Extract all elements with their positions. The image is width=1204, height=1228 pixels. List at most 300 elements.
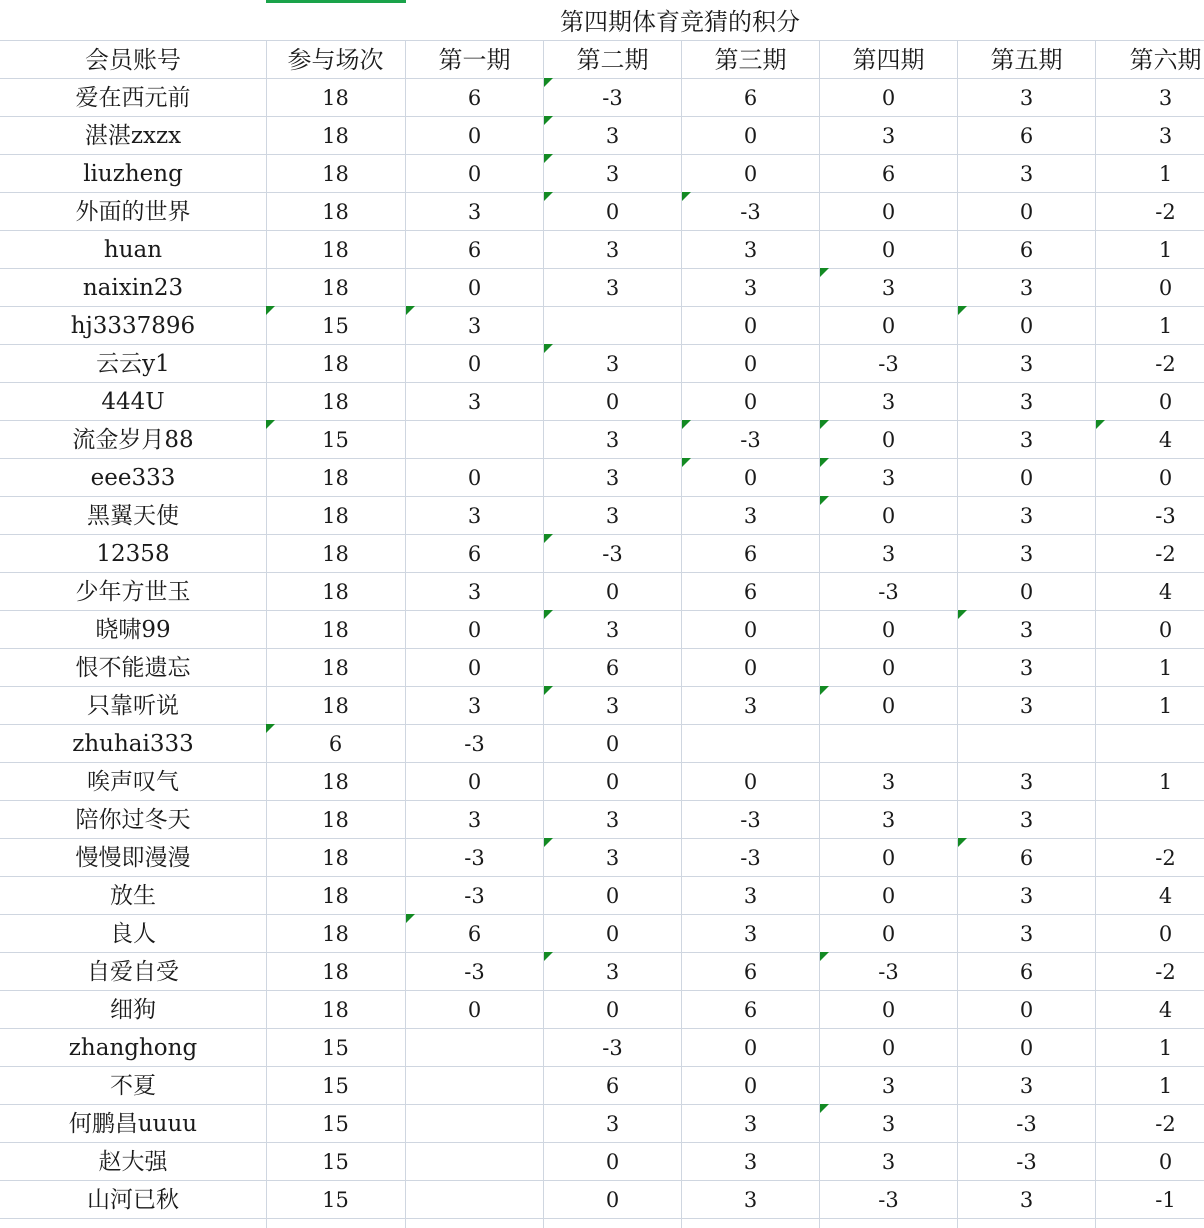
score-cell[interactable]: 18: [266, 154, 406, 192]
score-cell[interactable]: 0: [820, 838, 958, 876]
score-cell[interactable]: -3: [820, 572, 958, 610]
sheet-title: 第四期体育竞猜的积分: [560, 8, 800, 36]
score-cell[interactable]: 4: [1096, 420, 1204, 458]
member-account-cell[interactable]: 慢慢即漫漫: [0, 838, 267, 876]
empty-cell[interactable]: [0, 1217, 267, 1228]
table-row[interactable]: [0, 648, 1204, 687]
member-account-cell[interactable]: 湛湛zxzx: [0, 116, 267, 154]
score-cell[interactable]: 6: [682, 952, 820, 990]
score-cell[interactable]: 18: [266, 496, 406, 534]
score-cell[interactable]: 1: [1096, 154, 1204, 192]
score-cell[interactable]: 6: [682, 990, 820, 1028]
score-cell[interactable]: 3: [544, 268, 682, 306]
score-cell[interactable]: 0: [544, 914, 682, 952]
member-account-cell[interactable]: 爱在西元前: [0, 78, 267, 116]
score-cell[interactable]: 6: [266, 724, 406, 762]
score-cell[interactable]: 6: [958, 952, 1096, 990]
score-cell[interactable]: 3: [406, 382, 544, 420]
score-cell[interactable]: 15: [266, 1066, 406, 1104]
score-cell[interactable]: [406, 420, 544, 458]
score-cell[interactable]: -3: [406, 724, 544, 762]
score-cell[interactable]: 0: [406, 154, 544, 192]
score-cell[interactable]: 18: [266, 686, 406, 724]
error-indicator-icon: [544, 610, 553, 619]
score-cell[interactable]: 3: [682, 496, 820, 534]
score-cell[interactable]: 3: [958, 154, 1096, 192]
score-cell[interactable]: 0: [1096, 610, 1204, 648]
score-cell[interactable]: 3: [544, 116, 682, 154]
score-cell[interactable]: 3: [958, 344, 1096, 382]
score-cell[interactable]: -3: [544, 1028, 682, 1066]
score-cell[interactable]: -3: [544, 78, 682, 116]
score-cell[interactable]: 0: [1096, 268, 1204, 306]
score-cell[interactable]: 18: [266, 876, 406, 914]
score-cell[interactable]: 0: [820, 876, 958, 914]
score-cell[interactable]: 3: [1096, 78, 1204, 116]
member-account-cell[interactable]: 12358: [0, 534, 267, 572]
error-indicator-icon: [1096, 420, 1105, 429]
score-cell[interactable]: 18: [266, 458, 406, 496]
error-indicator-icon: [544, 154, 553, 163]
score-cell[interactable]: 3: [682, 1142, 820, 1180]
score-cell[interactable]: 0: [820, 78, 958, 116]
score-cell[interactable]: 3: [958, 914, 1096, 952]
member-account-cell[interactable]: 恨不能遗忘: [0, 648, 267, 686]
score-cell[interactable]: 15: [266, 420, 406, 458]
table-row[interactable]: [0, 192, 1204, 231]
score-cell[interactable]: 0: [958, 192, 1096, 230]
score-cell[interactable]: -2: [1096, 952, 1204, 990]
score-cell[interactable]: 6: [958, 116, 1096, 154]
table-row[interactable]: [0, 382, 1204, 421]
score-cell[interactable]: 3: [958, 800, 1096, 838]
score-cell[interactable]: 3: [820, 1104, 958, 1142]
score-cell[interactable]: 15: [266, 1104, 406, 1142]
score-cell[interactable]: 0: [544, 572, 682, 610]
score-cell[interactable]: 3: [406, 496, 544, 534]
member-account-cell[interactable]: 良人: [0, 914, 267, 952]
score-cell[interactable]: 3: [544, 458, 682, 496]
score-cell[interactable]: 4: [1096, 990, 1204, 1028]
score-cell[interactable]: 1: [1096, 1028, 1204, 1066]
score-cell[interactable]: 6: [682, 534, 820, 572]
score-cell[interactable]: 6: [406, 534, 544, 572]
score-cell[interactable]: 3: [958, 534, 1096, 572]
score-cell[interactable]: 0: [1096, 382, 1204, 420]
score-cell[interactable]: 6: [682, 78, 820, 116]
score-cell[interactable]: 6: [820, 154, 958, 192]
column-header[interactable]: 第三期: [682, 40, 820, 78]
score-cell[interactable]: -2: [1096, 344, 1204, 382]
score-cell[interactable]: 18: [266, 192, 406, 230]
score-cell[interactable]: 6: [682, 572, 820, 610]
score-cell[interactable]: 0: [544, 876, 682, 914]
error-indicator-icon: [544, 192, 553, 201]
member-account-cell[interactable]: 何鹏昌uuuu: [0, 1104, 267, 1142]
error-indicator-icon: [544, 344, 553, 353]
table-row[interactable]: [0, 914, 1204, 953]
score-cell[interactable]: 0: [682, 610, 820, 648]
score-cell[interactable]: -3: [958, 1142, 1096, 1180]
score-cell[interactable]: 3: [820, 534, 958, 572]
score-cell[interactable]: 0: [544, 192, 682, 230]
score-cell[interactable]: 0: [820, 914, 958, 952]
score-cell[interactable]: 3: [820, 800, 958, 838]
member-account-cell[interactable]: 云云y1: [0, 344, 267, 382]
member-account-cell[interactable]: hj3337896: [0, 306, 267, 344]
score-cell[interactable]: 0: [958, 572, 1096, 610]
score-cell[interactable]: -3: [682, 800, 820, 838]
score-cell[interactable]: 3: [544, 154, 682, 192]
score-cell[interactable]: 3: [820, 268, 958, 306]
score-cell[interactable]: 3: [406, 572, 544, 610]
score-cell[interactable]: 3: [1096, 116, 1204, 154]
table-row[interactable]: [0, 952, 1204, 991]
table-row[interactable]: [0, 230, 1204, 269]
table-row[interactable]: [0, 800, 1204, 839]
score-cell[interactable]: 0: [682, 382, 820, 420]
score-cell[interactable]: [682, 724, 820, 762]
score-cell[interactable]: 0: [958, 458, 1096, 496]
score-cell[interactable]: 3: [682, 686, 820, 724]
score-cell[interactable]: 0: [682, 762, 820, 800]
score-cell[interactable]: 15: [266, 1142, 406, 1180]
empty-cell[interactable]: [682, 1217, 820, 1228]
error-indicator-icon: [820, 1104, 829, 1113]
score-cell[interactable]: 6: [406, 230, 544, 268]
score-cell[interactable]: 3: [682, 876, 820, 914]
error-indicator-icon: [820, 420, 829, 429]
member-account-cell[interactable]: 山河已秋: [0, 1180, 267, 1218]
table-row[interactable]: [0, 458, 1204, 497]
score-cell[interactable]: -3: [820, 952, 958, 990]
score-cell[interactable]: 3: [406, 306, 544, 344]
score-cell[interactable]: 0: [958, 306, 1096, 344]
score-cell[interactable]: 0: [1096, 914, 1204, 952]
score-cell[interactable]: 18: [266, 572, 406, 610]
score-cell[interactable]: 3: [406, 800, 544, 838]
table-row[interactable]: [0, 724, 1204, 763]
score-cell[interactable]: 3: [958, 382, 1096, 420]
score-cell[interactable]: 0: [820, 648, 958, 686]
member-account-cell[interactable]: liuzheng: [0, 154, 267, 192]
member-account-cell[interactable]: zhanghong: [0, 1028, 267, 1066]
score-cell[interactable]: 3: [544, 1104, 682, 1142]
empty-cell[interactable]: [1096, 1217, 1204, 1228]
score-cell[interactable]: 3: [820, 116, 958, 154]
member-account-cell[interactable]: 少年方世玉: [0, 572, 267, 610]
score-cell[interactable]: 0: [1096, 458, 1204, 496]
score-cell[interactable]: 3: [544, 344, 682, 382]
score-cell[interactable]: 1: [1096, 306, 1204, 344]
table-row[interactable]: [0, 762, 1204, 801]
empty-cell[interactable]: [958, 1217, 1096, 1228]
score-cell[interactable]: -1: [1096, 1180, 1204, 1218]
score-cell[interactable]: -3: [682, 192, 820, 230]
score-cell[interactable]: -3: [682, 838, 820, 876]
member-account-cell[interactable]: 赵大强: [0, 1142, 267, 1180]
table-row[interactable]: [0, 1104, 1204, 1143]
score-cell[interactable]: 3: [958, 496, 1096, 534]
score-cell[interactable]: 0: [544, 990, 682, 1028]
score-cell[interactable]: 18: [266, 838, 406, 876]
member-account-cell[interactable]: 外面的世界: [0, 192, 267, 230]
member-account-cell[interactable]: naixin23: [0, 268, 267, 306]
score-cell[interactable]: 15: [266, 1028, 406, 1066]
score-cell[interactable]: -2: [1096, 1104, 1204, 1142]
member-account-cell[interactable]: eee333: [0, 458, 267, 496]
column-header[interactable]: 参与场次: [266, 40, 406, 78]
score-cell[interactable]: 0: [820, 610, 958, 648]
score-cell[interactable]: 0: [958, 990, 1096, 1028]
score-cell[interactable]: 18: [266, 648, 406, 686]
score-cell[interactable]: [406, 1180, 544, 1218]
score-cell[interactable]: 0: [820, 192, 958, 230]
member-account-cell[interactable]: 黑翼天使: [0, 496, 267, 534]
score-cell[interactable]: -3: [820, 1180, 958, 1218]
score-cell[interactable]: 0: [820, 1028, 958, 1066]
score-cell[interactable]: 18: [266, 762, 406, 800]
score-cell[interactable]: 3: [958, 78, 1096, 116]
error-indicator-icon: [266, 420, 275, 429]
member-account-cell[interactable]: 细狗: [0, 990, 267, 1028]
score-cell[interactable]: 1: [1096, 1066, 1204, 1104]
score-cell[interactable]: 0: [682, 648, 820, 686]
score-cell[interactable]: 18: [266, 534, 406, 572]
score-cell[interactable]: 0: [820, 230, 958, 268]
score-cell[interactable]: 18: [266, 914, 406, 952]
member-account-cell[interactable]: 晓啸99: [0, 610, 267, 648]
score-cell[interactable]: [406, 1066, 544, 1104]
score-cell[interactable]: 3: [958, 610, 1096, 648]
column-header[interactable]: 第二期: [544, 40, 682, 78]
empty-cell[interactable]: [820, 1217, 958, 1228]
score-cell[interactable]: 0: [544, 762, 682, 800]
score-cell[interactable]: 0: [820, 990, 958, 1028]
score-cell[interactable]: [958, 724, 1096, 762]
score-cell[interactable]: 3: [958, 686, 1096, 724]
table-row[interactable]: [0, 116, 1204, 155]
score-cell[interactable]: [820, 724, 958, 762]
partial-row[interactable]: [0, 1217, 1204, 1228]
member-account-cell[interactable]: 陪你过冬天: [0, 800, 267, 838]
score-cell[interactable]: 0: [1096, 1142, 1204, 1180]
score-cell[interactable]: 0: [682, 306, 820, 344]
table-row[interactable]: [0, 686, 1204, 725]
score-cell[interactable]: -3: [406, 838, 544, 876]
score-cell[interactable]: 3: [958, 268, 1096, 306]
table-row[interactable]: [0, 990, 1204, 1029]
score-cell[interactable]: -3: [958, 1104, 1096, 1142]
member-account-cell[interactable]: zhuhai333: [0, 724, 267, 762]
table-row[interactable]: [0, 496, 1204, 535]
score-cell[interactable]: 1: [1096, 762, 1204, 800]
score-cell[interactable]: 0: [544, 1180, 682, 1218]
score-cell[interactable]: 3: [958, 876, 1096, 914]
score-cell[interactable]: -3: [406, 952, 544, 990]
score-cell[interactable]: 0: [406, 648, 544, 686]
score-cell[interactable]: 0: [682, 1066, 820, 1104]
score-cell[interactable]: 18: [266, 230, 406, 268]
score-cell[interactable]: 18: [266, 116, 406, 154]
score-cell[interactable]: 3: [544, 686, 682, 724]
score-cell[interactable]: 0: [544, 724, 682, 762]
score-cell[interactable]: 0: [958, 1028, 1096, 1066]
score-cell[interactable]: 3: [958, 1066, 1096, 1104]
score-cell[interactable]: 4: [1096, 876, 1204, 914]
score-cell[interactable]: 1: [1096, 686, 1204, 724]
score-cell[interactable]: 0: [406, 344, 544, 382]
member-account-cell[interactable]: 流金岁月88: [0, 420, 267, 458]
score-cell[interactable]: 3: [820, 762, 958, 800]
table-row[interactable]: [0, 534, 1204, 573]
table-row[interactable]: [0, 1066, 1204, 1105]
score-cell[interactable]: 0: [544, 382, 682, 420]
score-cell[interactable]: -2: [1096, 192, 1204, 230]
table-row[interactable]: [0, 838, 1204, 877]
score-cell[interactable]: [406, 1028, 544, 1066]
table-row[interactable]: [0, 154, 1204, 193]
score-cell[interactable]: 0: [820, 306, 958, 344]
score-cell[interactable]: 6: [406, 914, 544, 952]
score-cell[interactable]: 18: [266, 610, 406, 648]
score-cell[interactable]: 0: [406, 458, 544, 496]
member-account-cell[interactable]: 自爱自受: [0, 952, 267, 990]
score-cell[interactable]: 3: [958, 1180, 1096, 1218]
score-cell[interactable]: 3: [406, 192, 544, 230]
score-cell[interactable]: 1: [1096, 648, 1204, 686]
title-row[interactable]: [0, 0, 1204, 41]
score-cell[interactable]: 0: [406, 610, 544, 648]
score-cell[interactable]: 3: [544, 420, 682, 458]
table-row[interactable]: [0, 876, 1204, 915]
score-cell[interactable]: 0: [682, 154, 820, 192]
empty-cell[interactable]: [266, 1217, 406, 1228]
table-row[interactable]: [0, 78, 1204, 117]
score-cell[interactable]: 18: [266, 344, 406, 382]
score-cell[interactable]: -3: [544, 534, 682, 572]
empty-cell[interactable]: [544, 1217, 682, 1228]
member-account-cell[interactable]: 唉声叹气: [0, 762, 267, 800]
member-account-cell[interactable]: 不夏: [0, 1066, 267, 1104]
score-cell[interactable]: 18: [266, 952, 406, 990]
table-row[interactable]: [0, 1180, 1204, 1219]
score-cell[interactable]: 0: [682, 1028, 820, 1066]
error-indicator-icon: [544, 78, 553, 87]
score-cell[interactable]: [406, 1104, 544, 1142]
score-cell[interactable]: 3: [820, 382, 958, 420]
score-cell[interactable]: 3: [544, 496, 682, 534]
score-cell[interactable]: 6: [544, 1066, 682, 1104]
table-row[interactable]: [0, 1142, 1204, 1181]
error-indicator-icon: [406, 914, 415, 923]
score-cell[interactable]: 3: [820, 458, 958, 496]
table-row[interactable]: [0, 344, 1204, 383]
score-cell[interactable]: 18: [266, 990, 406, 1028]
member-account-cell[interactable]: huan: [0, 230, 267, 268]
score-cell[interactable]: 0: [682, 344, 820, 382]
score-cell[interactable]: 3: [958, 762, 1096, 800]
table-row[interactable]: [0, 572, 1204, 611]
score-cell[interactable]: 3: [682, 230, 820, 268]
score-cell[interactable]: 18: [266, 800, 406, 838]
score-cell[interactable]: [544, 306, 682, 344]
score-cell[interactable]: 3: [544, 800, 682, 838]
score-cell[interactable]: -3: [682, 420, 820, 458]
table-row[interactable]: [0, 306, 1204, 345]
score-cell[interactable]: [1096, 800, 1204, 838]
score-cell[interactable]: 18: [266, 382, 406, 420]
score-cell[interactable]: 6: [544, 648, 682, 686]
score-cell[interactable]: 0: [682, 458, 820, 496]
score-cell[interactable]: 3: [820, 1142, 958, 1180]
score-cell[interactable]: 6: [406, 78, 544, 116]
score-cell[interactable]: 0: [406, 990, 544, 1028]
table-row[interactable]: [0, 268, 1204, 307]
score-cell[interactable]: [406, 1142, 544, 1180]
score-cell[interactable]: 0: [682, 116, 820, 154]
score-cell[interactable]: 15: [266, 1180, 406, 1218]
error-indicator-icon: [820, 496, 829, 505]
column-header[interactable]: 第五期: [958, 40, 1096, 78]
table-row[interactable]: [0, 610, 1204, 649]
score-cell[interactable]: 6: [958, 838, 1096, 876]
score-cell[interactable]: 4: [1096, 572, 1204, 610]
score-cell[interactable]: 3: [682, 1180, 820, 1218]
table-row[interactable]: [0, 1028, 1204, 1067]
score-cell[interactable]: 0: [544, 1142, 682, 1180]
score-cell[interactable]: 3: [682, 268, 820, 306]
score-cell[interactable]: 3: [958, 648, 1096, 686]
score-cell[interactable]: -2: [1096, 534, 1204, 572]
member-account-cell[interactable]: 只靠听说: [0, 686, 267, 724]
score-cell[interactable]: 6: [958, 230, 1096, 268]
column-header[interactable]: 第一期: [406, 40, 544, 78]
score-cell[interactable]: 0: [406, 762, 544, 800]
column-header[interactable]: 会员账号: [0, 40, 267, 78]
score-cell[interactable]: 3: [544, 952, 682, 990]
empty-cell[interactable]: [406, 1217, 544, 1228]
score-cell[interactable]: 3: [544, 838, 682, 876]
score-cell[interactable]: 3: [406, 686, 544, 724]
score-cell[interactable]: 0: [820, 496, 958, 534]
score-cell[interactable]: 3: [958, 420, 1096, 458]
score-cell[interactable]: [1096, 724, 1204, 762]
score-cell[interactable]: 3: [544, 610, 682, 648]
member-account-cell[interactable]: 444U: [0, 382, 267, 420]
score-cell[interactable]: 18: [266, 78, 406, 116]
score-cell[interactable]: -3: [1096, 496, 1204, 534]
score-cell[interactable]: 0: [406, 116, 544, 154]
column-header[interactable]: 第四期: [820, 40, 958, 78]
score-cell[interactable]: 0: [820, 420, 958, 458]
score-cell[interactable]: 15: [266, 306, 406, 344]
score-cell[interactable]: -3: [820, 344, 958, 382]
score-cell[interactable]: 3: [682, 914, 820, 952]
score-cell[interactable]: 3: [820, 1066, 958, 1104]
score-cell[interactable]: 18: [266, 268, 406, 306]
score-cell[interactable]: 1: [1096, 230, 1204, 268]
score-cell[interactable]: 0: [406, 268, 544, 306]
score-cell[interactable]: -2: [1096, 838, 1204, 876]
member-account-cell[interactable]: 放生: [0, 876, 267, 914]
score-cell[interactable]: 3: [682, 1104, 820, 1142]
score-cell[interactable]: -3: [406, 876, 544, 914]
score-cell[interactable]: 3: [544, 230, 682, 268]
table-row[interactable]: [0, 420, 1204, 459]
column-header[interactable]: 第六期: [1096, 40, 1204, 78]
score-cell[interactable]: 0: [820, 686, 958, 724]
